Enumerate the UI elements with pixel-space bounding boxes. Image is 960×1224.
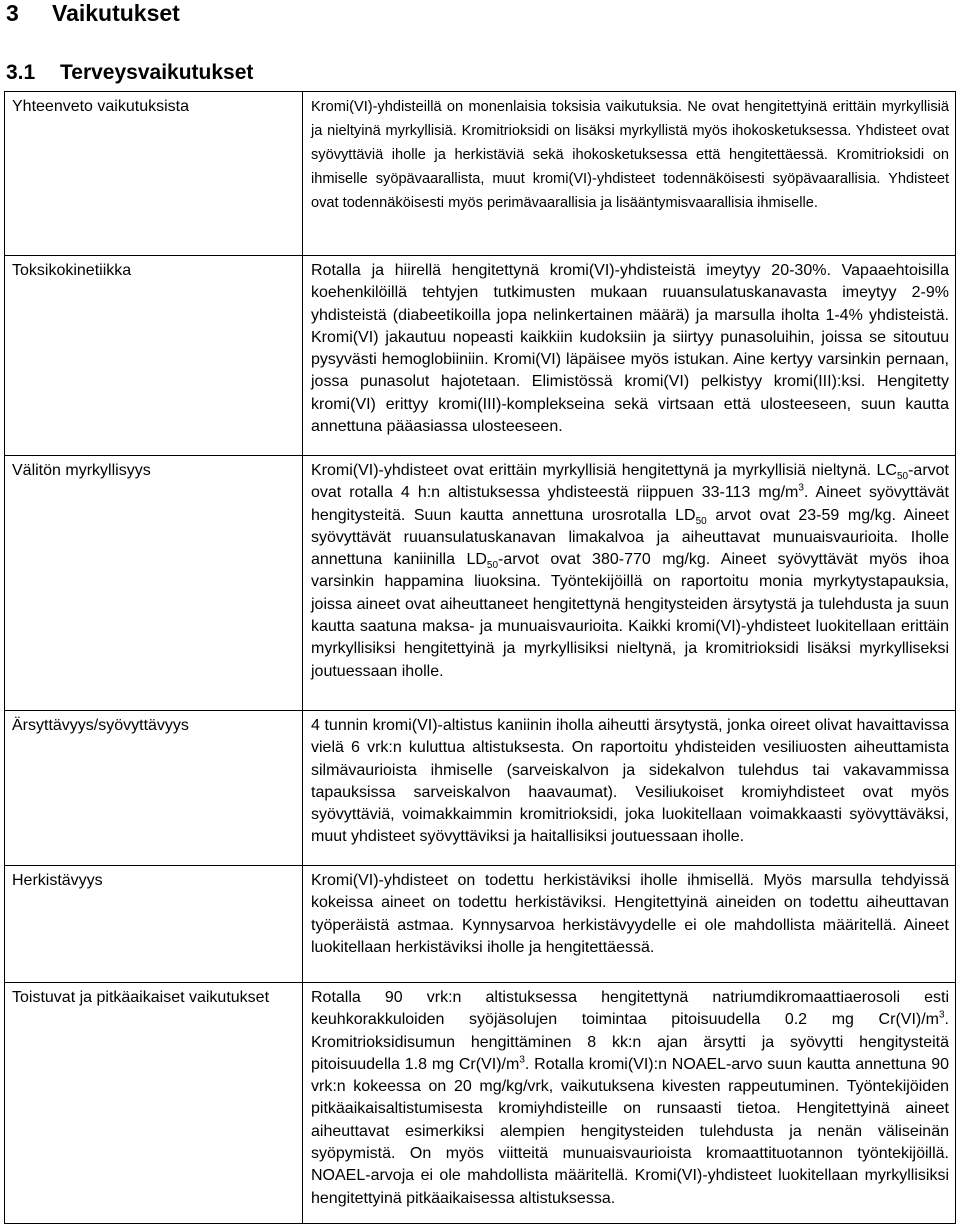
- subscript: 50: [695, 515, 707, 527]
- row-label: Ärsyttävyys/syövyttävyys: [5, 711, 303, 866]
- row-label: Toistuvat ja pitkäaikaiset vaikutukset: [5, 983, 303, 1224]
- table-row: [5, 711, 956, 866]
- section-number: 3: [6, 0, 19, 26]
- row-text: Kromi(VI)-yhdisteet ovat erittäin myrkyllisiä hengitettynä ja myrkyllisiä nieltynä. $LC_{50}$-arvot ovat rotalla 4 h:n altistuksessa yhdisteestä riippuen 33-113 $mg/m^3$. Aineet syövyttävät hengitysteitä. Suun kautta annettuna urosrotalla $LD_{50}$ arvot ovat 23-59 mg/kg. Aineet syövyttävät ruuansulatuskanavan limakalvoa ja aiheuttavat munuaisvaurioita. Iholle annettuna kaniinilla $LD_{50}$-arvot ovat 380-770 mg/kg. Aineet syövyttävät myös ihoa varsinkin happamina liuoksina. Työntekijöillä on raportoitu monia myrkytystapauksia, joissa aineet ovat aiheuttaneet hengitettynä hengitysteiden ärsytystä ja tulehdusta ja suun kautta saatuna maksa- ja munuaisvaurioita. Kaikki kromi(VI)-yhdisteet luokitellaan erittäin myrkyllisiksi hengitettyinä ja myrkyllisiksi nieltynä, ja kromitrioksidi lisäksi myrkylliseksi joutuessaan iholle.: [303, 456, 956, 711]
- superscript: 3: [519, 1054, 525, 1066]
- table-row: [5, 256, 956, 456]
- subsection-title: Terveysvaikutukset: [60, 61, 254, 84]
- section-heading: [6, 0, 180, 26]
- row-label: Herkistävyys: [5, 866, 303, 983]
- table-row: [5, 983, 956, 1224]
- row-text: 4 tunnin kromi(VI)-altistus kaniinin iholla aiheutti ärsytystä, jonka oireet olivat havaittavissa vielä 6 vrk:n kuluttua altistuksesta. On raportoitu yhdisteiden vesiliuosten aiheuttamista silmävaurioista ihmiselle (sarveiskalvon ja sidekalvon tulehdus tai vakavammissa tapauksissa sarveiskalvon haavaumat). Vesiliukoiset kromiyhdisteet ovat myös syövyttäviä, voimakkaimmin kromitrioksidi, joka luokitellaan voimakkaasti syövyttäväksi, muut yhdisteet syövyttäviksi ja haitallisiksi joutuessaan iholle.: [303, 711, 956, 866]
- row-text: Rotalla ja hiirellä hengitettynä kromi(VI)-yhdisteistä imeytyy 20-30%. Vapaaehtoisilla koehenkilöillä tehtyjen tutkimusten mukaan ruuansulatuskanavasta imeytyy 2-9% yhdisteistä (diabeetikoilla jopa nelinkertainen määrä) ja marsulla iholta 1-4% yhdisteistä. Kromi(VI) jakautuu nopeasti kaikkiin kudoksiin ja siirtyy punasoluihin, joissa se sitoutuu pysyvästi hemoglobiiniin. Kromi(VI) läpäisee myös istukan. Aine kertyy varsinkin pernaan, jossa punasolut hajotetaan. Elimistössä kromi(VI) pelkistyy kromi(III):ksi. Hengitetty kromi(VI) erittyy kromi(III)-komplekseina sekä virtsaan että ulosteeseen, suun kautta annettuna pääasiassa ulosteeseen.: [303, 256, 956, 456]
- subsection-number: 3.1: [6, 61, 36, 84]
- row-label: Välitön myrkyllisyys: [5, 456, 303, 711]
- table-row: [5, 866, 956, 983]
- subsection-heading: [6, 60, 253, 86]
- superscript: 3: [798, 482, 804, 494]
- row-label: Toksikokinetiikka: [5, 256, 303, 456]
- row-label: Yhteenveto vaikutuksista: [5, 92, 303, 256]
- row-text: Rotalla 90 vrk:n altistuksessa hengitettynä natriumdikromaattiaerosoli esti keuhkorakkuloiden syöjäsolujen toimintaa pitoisuudella 0.2 mg $Cr(VI)/m^3$. Kromitrioksidisumun hengittäminen 8 kk:n ajan ärsytti ja syövytti hengitysteitä pitoisuudella 1.8 mg $Cr(VI)/m^3$. Rotalla kromi(VI):n NOAEL-arvo suun kautta annettuna 90 vrk:n kokeessa on 20 mg/kg/vrk, vaikutuksena kivesten rappeutuminen. Työntekijöiden pitkäaikaisaltistumisesta kromiyhdisteille on runsaasti tietoa. Hengitettyinä aineet aiheuttavat esimerkiksi alempien hengitysteiden tulehdusta ja nenän väliseinän syöpymistä. On myös viitteitä munuaisvaurioista kromaattituotannon työntekijöillä. NOAEL-arvoja ei ole mahdollista määritellä. Kromi(VI)-yhdisteet luokitellaan myrkyllisiksi hengitettyinä pitkäaikaisessa altistuksessa.: [303, 983, 956, 1224]
- subscript: 50: [896, 471, 909, 483]
- health-effects-table: [4, 91, 956, 1224]
- subscript: 50: [486, 560, 499, 572]
- section-title: Vaikutukset: [52, 0, 180, 26]
- table-row: [5, 92, 956, 256]
- row-text: Kromi(VI)-yhdisteillä on monenlaisia toksisia vaikutuksia. Ne ovat hengitettyinä erittäin myrkyllisiä ja nieltyinä myrkyllisiä. Kromitrioksidi on lisäksi myrkyllistä myös ihokosketuksessa. Yhdisteet ovat syövyttäviä iholle ja herkistäviä sekä ihokosketuksessa että hengitettäessä. Kromitrioksidi on ihmiselle syöpävaarallista, muut kromi(VI)-yhdisteet todennäköisesti syöpävaarallisia. Yhdisteet ovat todennäköisesti myös perimävaarallisia ja lisääntymisvaarallisia ihmiselle.: [303, 92, 956, 256]
- table-row: [5, 456, 956, 711]
- row-text: Kromi(VI)-yhdisteet on todettu herkistäviksi iholle ihmisellä. Myös marsulla tehdyissä kokeissa aineet on todettu herkistäviksi. Hengitettyinä aineiden on todettu aiheuttavan työperäistä astmaa. Kynnysarvoa herkistävyydelle ei ole mahdollista määritellä. Aineet luokitellaan herkistäviksi iholle ja hengitettäessä.: [303, 866, 956, 983]
- superscript: 3: [938, 1009, 945, 1021]
